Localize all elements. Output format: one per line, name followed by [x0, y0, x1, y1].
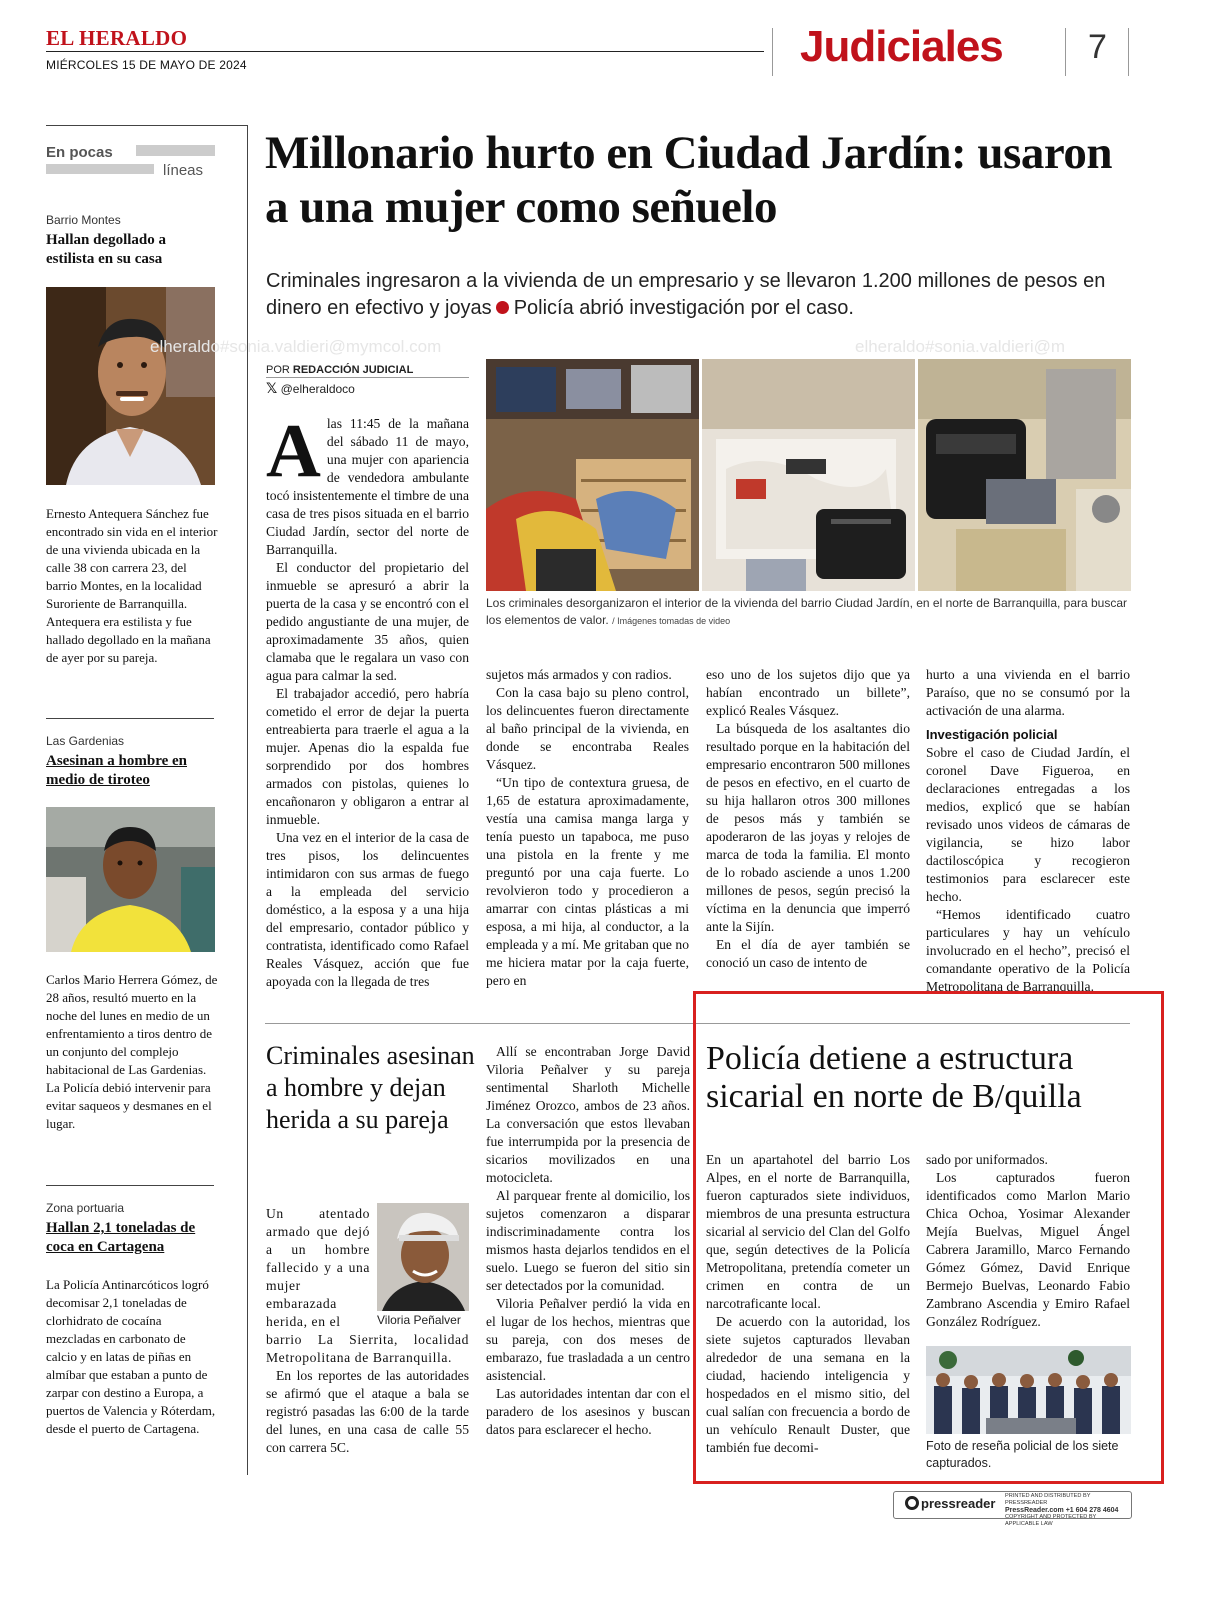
brief-title: Hallan 2,1 toneladas de coca en Cartagena: [46, 1220, 196, 1255]
victim-photo-caption: Viloria Peñalver: [377, 1313, 461, 1327]
brief-body: Carlos Mario Herrera Gómez, de 28 años, resultó muerto en la noche del lunes en medio de un enfrentamiento a tiros dentro de un conjunto del complejo habitacional de Las Gardenias. La Policía debió intervenir para evitar saqueos y desmanes en el lugar.: [46, 972, 218, 1131]
paragraph: Una vez en el interior de la casa de tres pisos, los delincuentes intimidaron con sus armas de fuego a la empleada del servicio doméstico, a la esposa y a una hija del empresario, contador público y contratista, identificado como Rafael Reales Vásquez, acción que fue apoyada con la llegada de tres: [266, 830, 469, 989]
legal-line: COPYRIGHT AND PROTECTED BY APPLICABLE LAW: [1005, 1514, 1097, 1527]
pressreader-logo-text: pressreader: [921, 1496, 996, 1511]
byline-prefix: POR: [266, 364, 290, 376]
photo-caption: [486, 595, 1131, 630]
paragraph: En un apartahotel del barrio Los Alpes, en el norte de Barranquilla, fueron capturados siete individuos, miembros de una presunta estructura sicarial al servicio del Clan del Golfo que, según detectives de la Policía Metropolitana, pretendía cometer un crimen en contra de un narcotraficante local.: [706, 1152, 910, 1311]
deck-text: Criminales ingresaron a la vivienda de un empresario y se llevaron 1.200 millones de pesos en dinero en efectivo y joyas: [266, 270, 1106, 319]
paragraph: “Un tipo de contextura gruesa, de 1,65 de estatura aproximadamente, vestía una camisa manga larga y tenía puesto un tapaboca, me puso una pistola en la frente y me preguntó por una caja fuerte. Lo revolvieron todo y procedieron a amarrar con cintas plásticas a mi esposa, a mi hija, al conductor, a la empleada y a mí. Me gritaban que no me hiciera matar por la caja fuerte, pero en: [486, 775, 689, 988]
header-divider: [1128, 28, 1129, 76]
brief-divider: [46, 718, 214, 719]
story3-headline: Policía detiene a estructura sicarial en norte de B/quilla: [706, 1040, 1082, 1115]
sidebar-top-rule: [46, 125, 248, 126]
paragraph: barrio La Sierrita, localidad Metropolitana de Barranquilla.: [266, 1332, 469, 1365]
paragraph: Los capturados fueron identificados como Marlon Mario Chica Ochoa, Yosimar Alexander Mejía Buelvas, Miguel Ángel Cabrera Jaramillo, Marco Fernando Gómez Gómez, David Enrique Bermejo Buelvas, Leonardo Fabio Zambrano Ascendia y Emiro Rafael González Rodríguez.: [926, 1170, 1130, 1329]
byline-rule: [266, 377, 469, 378]
paragraph: En los reportes de las autoridades se afirmó que el ataque a bala se registró pasadas las 6:00 de la tarde del lunes, en una casa de calle 55 con carrera 5C.: [266, 1368, 469, 1455]
byline-handle: @elheraldoco: [280, 382, 355, 396]
paragraph: sado por uniformados.: [926, 1152, 1048, 1167]
paragraph: Al parquear frente al domicilio, los sujetos comenzaron a disparar indiscriminadamente contra los mismos hasta dejarlos tendidos en el suelo. Luego se fueron del sitio sin ser detectados por la comunidad.: [486, 1188, 690, 1293]
story2-headline: Criminales asesinan a hombre y dejan herida a su pareja: [266, 1041, 475, 1134]
sidebar-label: En pocas: [46, 144, 113, 161]
brief-divider: [46, 1185, 214, 1186]
byline-social: [266, 380, 355, 397]
article-column: [266, 409, 469, 991]
article-column: [266, 1331, 469, 1457]
article-column: [486, 666, 689, 990]
brief-kicker: Zona portuaria: [46, 1201, 125, 1215]
page-number: 7: [1088, 28, 1107, 66]
sidebar-label: líneas: [163, 162, 204, 179]
paragraph: En el día de ayer también se conoció un caso de intento de: [706, 937, 910, 970]
brief-title: Asesinan a hombre en medio de tiroteo: [46, 753, 187, 788]
brief-photo-man: [46, 287, 215, 485]
paragraph: El conductor del propietario del inmueble se apresuró a abrir la puerta de la casa y se encontró con el pedido angustiante de una mujer, de aproximadamente 35 años, quien clamaba que le regalara un vaso con agua para calmar la sed.: [266, 560, 469, 683]
brief-body: Ernesto Antequera Sánchez fue encontrado sin vida en el interior de una vivienda ubicada en la calle 38 con carrera 23, del barrio Montes, en la localidad Suroriente de Barranquilla. Antequera era estilista y fue hallado degollado en la mañana de ayer por su pareja.: [46, 506, 218, 665]
pressreader-legal: [1005, 1493, 1130, 1528]
paragraph: Las autoridades intentan dar con el paradero de los asesinos y buscan datos para esclarecer el hecho.: [486, 1386, 690, 1437]
x-logo-icon: 𝕏: [266, 380, 278, 396]
paragraph: Viloria Peñalver perdió la vida en el lugar de los hechos, mientras que su pareja, con dos meses de embarazo, fue trasladada a un centro asistencial.: [486, 1296, 690, 1383]
drop-cap: A: [266, 409, 321, 493]
bullet-dot-icon: [496, 301, 509, 314]
paragraph: Con la casa bajo su pleno control, los delincuentes fueron directamente al baño principal de la vivienda, en donde se encontraba Reales Vásquez.: [486, 685, 689, 772]
article-column: [926, 666, 1130, 996]
victim-photo: [377, 1203, 469, 1311]
paragraph: De acuerdo con la autoridad, los siete sujetos capturados llevaban alrededor de una semana en la ciudad, haciendo inteligencia y hospedados en el mismo sitio, del cual salían con frecuencia a bordo de un vehículo Renault Duster, que también fue decomi-: [706, 1314, 910, 1455]
header-rule: [46, 51, 764, 52]
sidebar-label-bar: [46, 164, 154, 174]
paragraph: El trabajador accedió, pero habría cometido el error de dejar la puerta entreabierta para traerle el agua a la mujer. Apenas dio la espalda fue sorprendido por dos hombres armados con pistolas, quienes lo encañonaron y obligaron a entrar al inmueble.: [266, 686, 469, 827]
article-column: [266, 1205, 370, 1331]
article-column: [706, 666, 910, 972]
caption-credit: / Imágenes tomadas de video: [612, 616, 731, 626]
brief-photo-young-man: [46, 807, 215, 952]
brief-kicker: Barrio Montes: [46, 213, 121, 227]
deck-text: Policía abrió investigación por el caso.: [513, 297, 854, 319]
captured-group-photo: [926, 1346, 1131, 1434]
paragraph: hurto a una vivienda en el barrio Paraíso, que no se consumó por la activación de una alarma.: [926, 667, 1130, 718]
sidebar-divider: [247, 125, 248, 1475]
pressreader-icon: [905, 1496, 919, 1510]
legal-line: PRINTED AND DISTRIBUTED BY PRESSREADER: [1005, 1493, 1091, 1506]
article-column: [486, 1043, 690, 1439]
main-photo-strip: [486, 359, 1131, 591]
paragraph: eso uno de los sujetos dijo que ya habían encontrado un billete”, explicó Reales Vásquez.: [706, 667, 910, 718]
paragraph: La búsqueda de los asaltantes dio resultado porque en la habitación del empresario encontraron 500 millones de pesos en efectivo, en el cuarto de su hija hallaron otros 300 millones de pesos más y también se apoderaron de las joyas y relojes de marca de toda la familia. El monto de lo robado asciende a unos 1.200 millones de pesos, según precisó la víctima en la denuncia que imperró ante la Sijín.: [706, 721, 910, 934]
caption-text: Los criminales desorganizaron el interior de la vivienda del barrio Ciudad Jardín, en el norte de Barranquilla, para buscar los elementos de valor.: [486, 596, 1128, 627]
header-divider: [1065, 28, 1066, 76]
section-title: Judiciales: [800, 22, 1003, 71]
article-column: [706, 1151, 910, 1457]
paragraph: Allí se encontraban Jorge David Viloria Peñalver y su pareja sentimental Sharloth Michelle Jiménez Orozco, ambos de 23 años. La conversación que estos llevaban fue interrumpida por la presencia de sicarios movilizados en una motocicleta.: [486, 1044, 690, 1185]
group-photo-caption: Foto de reseña policial de los siete capturados.: [926, 1439, 1119, 1470]
watermark: elheraldo#sonia.valdieri@m: [855, 337, 1066, 356]
subheading: Investigación policial: [926, 727, 1058, 742]
pressreader-logo: [905, 1496, 995, 1511]
brief-kicker: Las Gardenias: [46, 734, 125, 748]
paragraph: Sobre el caso de Ciudad Jardín, el coronel Dave Figueroa, en declaraciones entregadas a los medios, explicó que se habían revisado unos videos de cámaras de vigilancia, se hizo labor dactiloscópica y recogieron testimonios para esclarecer este hecho.: [926, 745, 1130, 904]
header-divider: [772, 28, 773, 76]
paragraph: las 11:45 de la mañana del sábado 11 de mayo, una mujer con apariencia de vendedora ambulante tocó insistentemente el timbre de una casa de tres pisos situada en el barrio Ciudad Jardín, sector del norte de Barranquilla.: [266, 416, 469, 557]
byline-author: REDACCIÓN JUDICIAL: [292, 364, 414, 376]
article-column: [926, 1151, 1130, 1331]
brief-body: La Policía Antinarcóticos logró decomisar 2,1 toneladas de clorhidrato de cocaína mezcladas en carbonato de calcio y en latas de piñas en almíbar que estaban a punto de zarpar con destino a Europa, a puertos de Valencia y Róterdam, desde el puerto de Cartagena.: [46, 1277, 216, 1436]
sidebar-label-bar: [136, 145, 215, 156]
byline: [266, 364, 413, 376]
main-deck: [266, 268, 1136, 322]
issue-date: MIÉRCOLES 15 DE MAYO DE 2024: [46, 58, 247, 72]
masthead-logo: EL HERALDO: [46, 26, 188, 50]
paragraph: “Hemos identificado cuatro particulares y hay un vehículo involucrado en el hecho”, precisó el comandante operativo de la Policía Metropolitana de Barranquilla.: [926, 907, 1130, 994]
brief-title: Hallan degollado a estilista en su casa: [46, 232, 167, 267]
legal-line: PressReader.com +1 604 278 4604: [1005, 1507, 1119, 1514]
paragraph: Un atentado armado que dejó a un hombre fallecido y a una mujer embarazada herida, en el: [266, 1206, 370, 1329]
watermark: elheraldo#sonia.valdieri@mymcol.com: [150, 337, 442, 356]
main-headline: Millonario hurto en Ciudad Jardín: usaron a una mujer como señuelo: [265, 127, 1112, 233]
paragraph: sujetos más armados y con radios.: [486, 667, 672, 682]
